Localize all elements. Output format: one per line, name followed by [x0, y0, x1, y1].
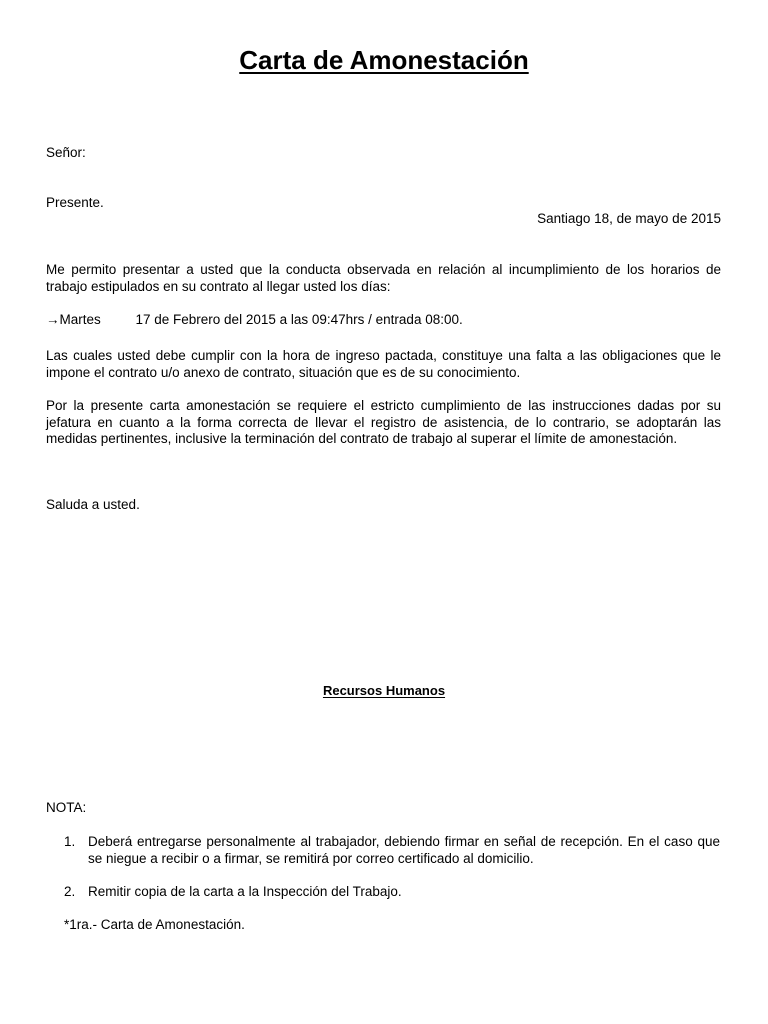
- paragraph-intro: Me permito presentar a usted que la conducta observada en relación al incumplimiento de los horarios de trabajo estipulados en su contrato al llegar usted los días:: [46, 262, 721, 294]
- closing-line: Saluda a usted.: [46, 497, 140, 512]
- arrow-right-icon: →: [46, 312, 60, 327]
- presente-line: Presente.: [46, 195, 104, 210]
- note-item-1: [64, 834, 720, 867]
- incident-day: Martes: [59, 312, 101, 327]
- incident-detail: 17 de Febrero del 2015 a las 09:47hrs / entrada 08:00.: [135, 312, 463, 327]
- footnote: *1ra.- Carta de Amonestación.: [64, 917, 245, 932]
- paragraph-requirement: Por la presente carta amonestación se requiere el estricto cumplimiento de las instrucciones dadas por su jefatura en cuanto a la forma correcta de llevar el registro de asistencia, de lo contrario, se adoptarán las medidas pertinentes, inclusive la terminación del contrato de trabajo al superar el límite de amonestación.: [46, 398, 721, 446]
- note-label: NOTA:: [46, 800, 87, 815]
- signature-department: Recursos Humanos: [322, 683, 446, 698]
- incident-bullet: [46, 312, 463, 329]
- note-number: 1.: [64, 834, 76, 849]
- salutation: Señor:: [46, 145, 86, 160]
- document-title: Carta de Amonestación: [239, 45, 529, 75]
- note-text: Remitir copia de la carta a la Inspección del Trabajo.: [88, 884, 402, 899]
- paragraph-obligations: Las cuales usted debe cumplir con la hora de ingreso pactada, constituye una falta a las obligaciones que le impone el contrato u/o anexo de contrato, situación que es de su conocimiento.: [46, 348, 721, 380]
- note-text: Deberá entregarse personalmente al trabajador, debiendo firmar en señal de recepción. En el caso que se niegue a recibir o a firmar, se remitirá por correo certificado al domicilio.: [88, 834, 720, 866]
- date-line: Santiago 18, de mayo de 2015: [537, 211, 721, 226]
- note-item-2: [64, 884, 720, 901]
- note-number: 2.: [64, 884, 76, 899]
